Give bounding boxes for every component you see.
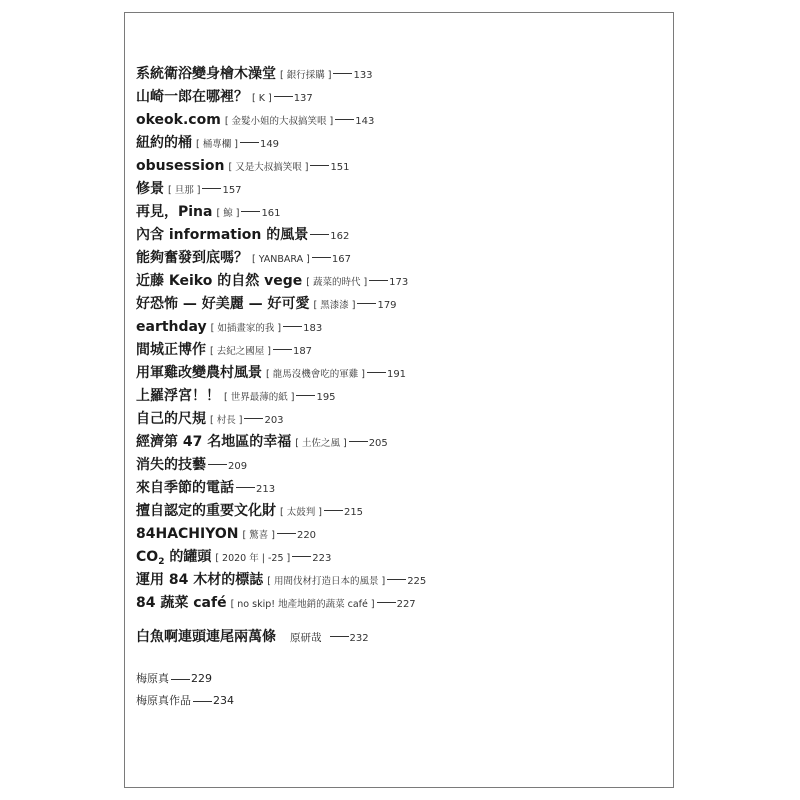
appendix-label: 梅原真作品 [136, 694, 191, 707]
co2-base: CO [136, 549, 159, 565]
leader-dash [333, 73, 352, 74]
toc-entry [136, 337, 426, 360]
entry-note: [ 太鼓判 ] [280, 507, 322, 518]
leader-dash [202, 188, 221, 189]
entry-note: [ 桶專欄 ] [196, 139, 238, 150]
entry-page: 205 [368, 438, 388, 449]
entry-title: 自己的尺規 [136, 411, 206, 427]
entry-title: 來自季節的電話 [136, 480, 234, 496]
co2-subscript: 2 [158, 557, 165, 567]
entry-note: [ 用間伐材打造日本的風景 ] [267, 576, 386, 587]
leader-dash [241, 211, 260, 212]
entry-title: okeok.com [136, 112, 221, 128]
entry-page: 133 [353, 70, 373, 81]
leader-dash [387, 579, 406, 580]
entry-title: 內含 information 的風景 [136, 227, 309, 243]
toc-entry [136, 406, 426, 429]
leader-dash [274, 96, 293, 97]
co2-label [136, 549, 211, 565]
entry-page: 162 [330, 231, 350, 242]
leader-dash [335, 119, 354, 120]
entry-title: 經濟第 47 名地區的幸福 [136, 434, 292, 450]
entry-note: [ 土佐之風 ] [295, 438, 347, 449]
leader-dash [377, 602, 396, 603]
entry-note: [ YANBARA ] [252, 254, 310, 265]
entry-note: [ 又是大叔搞笑哏 ] [228, 162, 309, 173]
entry-note: [ no skip! 地產地銷的蔬菜 café ] [230, 599, 375, 610]
entry-title: 好恐怖 — 好美麗 — 好可愛 [136, 296, 310, 312]
entry-note: [ 驚喜 ] [242, 530, 275, 541]
entry-title: 間城正博作 [136, 342, 206, 358]
entry-note: [ 蔬菜的時代 ] [306, 277, 368, 288]
entry-page: 167 [331, 254, 351, 265]
leader-dash [357, 303, 376, 304]
entry-page: 157 [222, 185, 242, 196]
leader-dash [292, 556, 311, 557]
leader-dash [240, 142, 259, 143]
leader-dash [312, 257, 331, 258]
toc-entry [136, 521, 426, 544]
entry-page: 215 [343, 507, 364, 518]
appendix-item [136, 668, 234, 690]
entry-page: 225 [407, 576, 427, 587]
leader-dash [349, 441, 368, 442]
leader-dash [244, 418, 263, 419]
leader-dash [236, 487, 255, 488]
entry-page: 137 [293, 93, 313, 104]
entry-title: 84 蔬菜 café [136, 595, 227, 611]
entry-note: [ 龍馬沒機會吃的軍雞 ] [266, 369, 365, 380]
toc-entry [136, 544, 426, 567]
toc-entry [136, 383, 426, 406]
toc-entry [136, 429, 426, 452]
entry-page: 143 [355, 116, 375, 127]
entry-page: 213 [256, 484, 276, 495]
closing-title: 白魚啊連頭連尾兩萬條 [136, 629, 276, 645]
entry-title: earthday [136, 319, 207, 335]
toc-entry [136, 360, 426, 383]
leader-dash [171, 679, 190, 680]
appendix-page: 229 [191, 672, 212, 685]
toc-entry [136, 475, 426, 498]
entry-note: [ 金髮小姐的大叔搞笑哏 ] [224, 116, 334, 127]
toc-entry [136, 291, 426, 314]
appendix-page: 234 [213, 694, 234, 707]
entry-title: 修景 [136, 181, 164, 197]
toc-entry [136, 199, 426, 222]
leader-dash [330, 636, 349, 637]
entry-page: 149 [259, 139, 280, 150]
entry-page: 195 [316, 392, 336, 403]
toc-entry [136, 176, 426, 199]
entry-title: 系統衛浴變身檜木澡堂 [136, 66, 276, 82]
entry-page: 203 [264, 415, 284, 426]
entry-title: 84HACHIYON [136, 526, 239, 542]
leader-dash [296, 395, 315, 396]
toc-entry [136, 590, 426, 613]
toc-entry [136, 245, 426, 268]
leader-dash [283, 326, 302, 327]
toc-entry [136, 107, 426, 130]
leader-dash [277, 533, 296, 534]
entry-title: 上羅浮宮！！ [136, 388, 220, 404]
entry-page: 220 [296, 530, 317, 541]
entry-title: 的罐頭 [169, 549, 212, 565]
toc-entry [136, 314, 426, 337]
appendix-list [136, 668, 234, 712]
leader-dash [208, 464, 227, 465]
closing-entry [136, 624, 369, 647]
table-of-contents [136, 61, 426, 613]
entry-page: 227 [396, 599, 416, 610]
entry-note: [ 村長 ] [210, 415, 243, 426]
entry-page: 209 [228, 461, 248, 472]
entry-note: [ 去紀之國屋 ] [210, 346, 271, 357]
toc-entry [136, 61, 426, 84]
toc-entry [136, 222, 426, 245]
toc-entry [136, 567, 426, 590]
leader-dash [367, 372, 386, 373]
leader-dash [193, 701, 212, 702]
entry-title: 用軍雞改變農村風景 [136, 365, 262, 381]
toc-entry [136, 452, 426, 475]
entry-title: 能夠奮發到底嗎？ [136, 250, 248, 266]
entry-page: 173 [389, 277, 409, 288]
entry-title: obusession [136, 158, 225, 174]
toc-entry [136, 130, 426, 153]
toc-entry [136, 498, 426, 521]
entry-note: [ 旦那 ] [168, 185, 201, 196]
toc-entry [136, 153, 426, 176]
entry-note: [ 如插畫家的我 ] [210, 323, 282, 334]
entry-page: 161 [261, 208, 281, 219]
entry-title: 運用 84 木材的標誌 [136, 572, 264, 588]
entry-note: [ 銀行採購 ] [280, 70, 332, 81]
appendix-item [136, 690, 234, 712]
entry-note: [ 世界最薄的紙 ] [224, 392, 295, 403]
entry-page: 187 [292, 346, 313, 357]
toc-entry [136, 268, 426, 291]
appendix-label: 梅原真 [136, 672, 169, 685]
entry-title: 擅自認定的重要文化財 [136, 503, 276, 519]
entry-note: [ 黑漆漆 ] [313, 300, 356, 311]
leader-dash [273, 349, 292, 350]
leader-dash [369, 280, 388, 281]
entry-note: [ 鯨 ] [216, 208, 240, 219]
entry-note: [ K ] [252, 93, 272, 104]
leader-dash [310, 234, 329, 235]
entry-note: [ 2020 年 | -25 ] [215, 553, 291, 564]
entry-title: 近藤 Keiko 的自然 vege [136, 273, 303, 289]
closing-page: 232 [349, 633, 369, 644]
leader-dash [310, 165, 329, 166]
entry-page: 223 [312, 553, 332, 564]
entry-page: 183 [303, 323, 323, 334]
leader-dash [324, 510, 343, 511]
entry-title: 紐約的桶 [136, 135, 192, 151]
toc-entry [136, 84, 426, 107]
entry-title: 消失的技藝 [136, 457, 206, 473]
entry-title: 再見，Pina [136, 204, 213, 220]
entry-page: 151 [330, 162, 350, 173]
closing-author: 原研哉 [290, 632, 322, 644]
entry-page: 191 [386, 369, 407, 380]
entry-title: 山崎一郎在哪裡？ [136, 89, 248, 105]
entry-page: 179 [377, 300, 397, 311]
